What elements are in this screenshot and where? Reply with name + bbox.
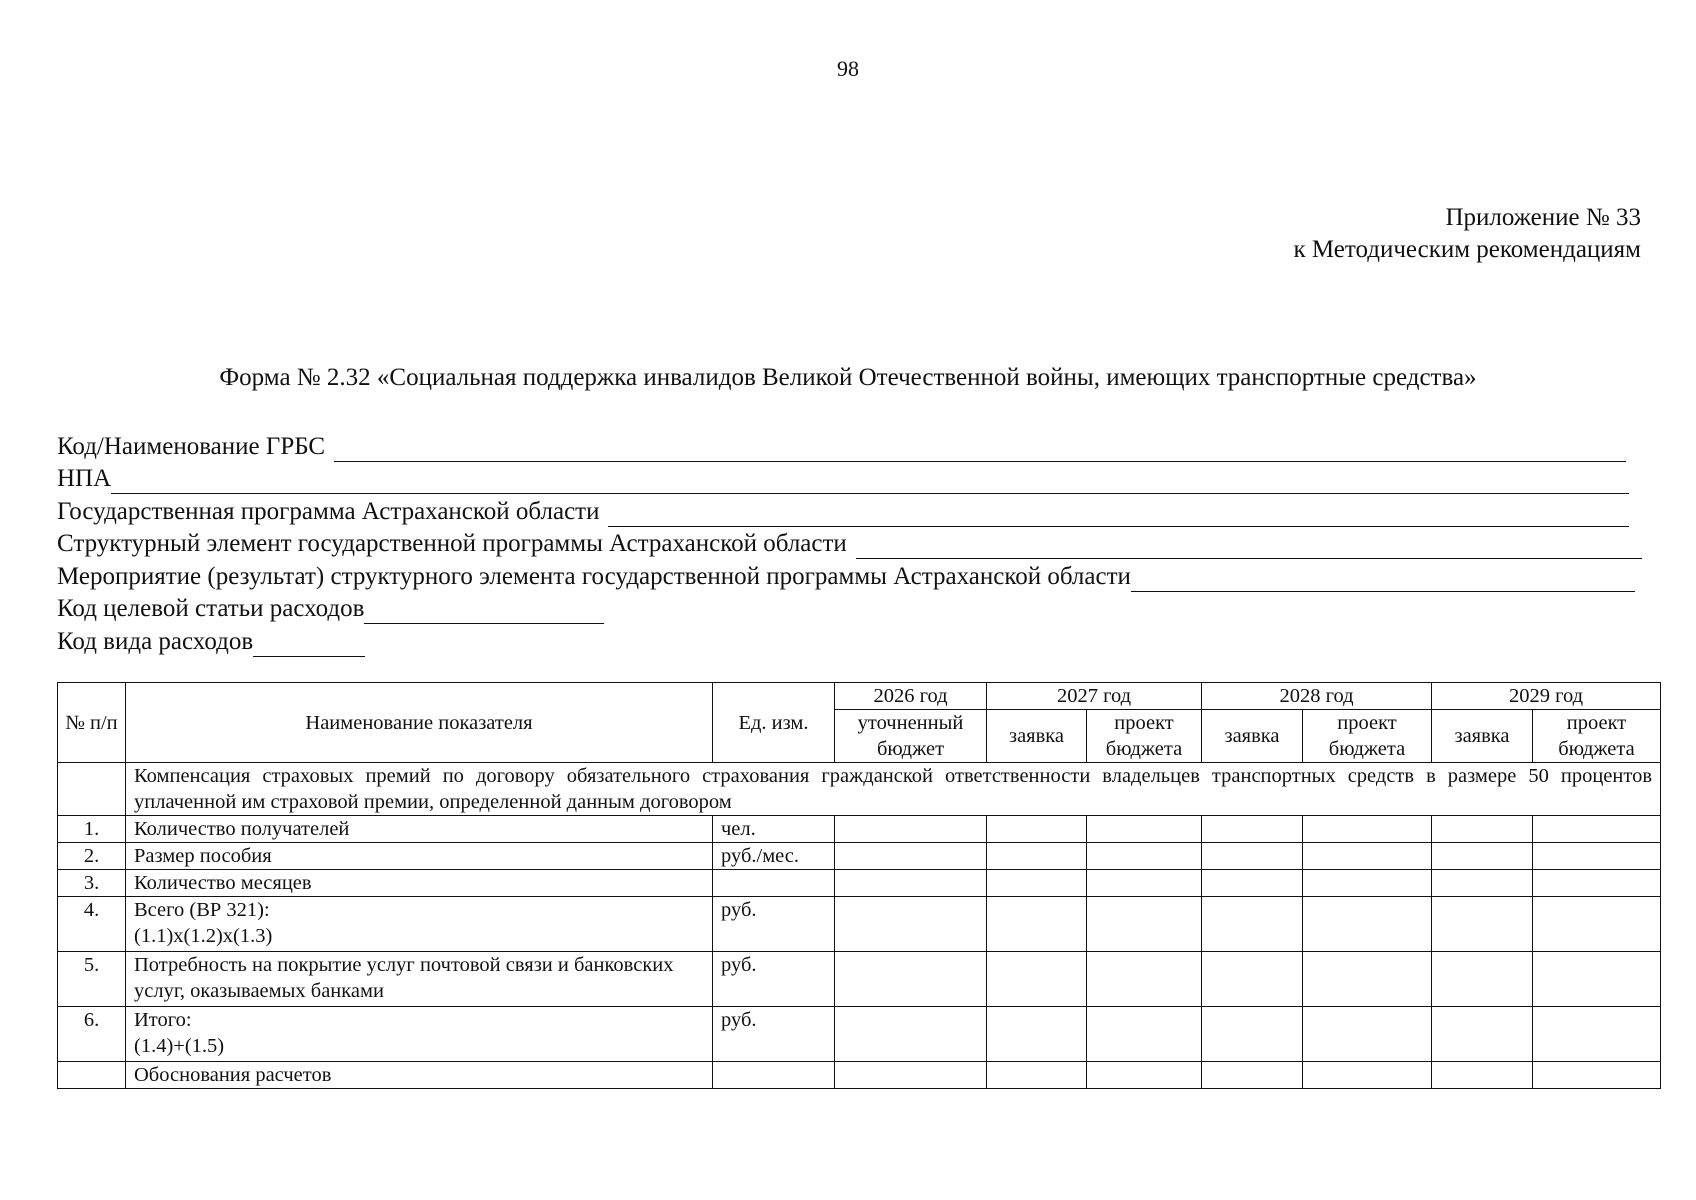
cell-2028-draft[interactable]: [1303, 952, 1432, 1007]
cell-2028-request[interactable]: [1202, 952, 1303, 1007]
header-year-2026: 2026 год: [835, 683, 987, 710]
cell-2028-draft[interactable]: [1303, 897, 1432, 952]
cell-2028-request[interactable]: [1202, 1007, 1303, 1062]
row-formula: (1.1)х(1.2)х(1.3): [134, 925, 273, 947]
row-num: 2.: [58, 843, 126, 870]
cell-2027-request[interactable]: [987, 897, 1087, 952]
field-grbs-label: Код/Наименование ГРБС: [57, 432, 326, 460]
header-2027-draft-budget: проект бюджета: [1087, 710, 1202, 763]
row-name-cell: [126, 897, 713, 952]
table-section-row: [58, 763, 1661, 816]
cell-2029-draft[interactable]: [1533, 843, 1661, 870]
header-2029-request: заявка: [1432, 710, 1533, 763]
cell-2028-request[interactable]: [1202, 816, 1303, 843]
row-formula: (1.4)+(1.5): [134, 1035, 225, 1057]
header-year-2028: 2028 год: [1202, 683, 1432, 710]
field-measure: [57, 559, 1642, 592]
cell-2028-request[interactable]: [1202, 870, 1303, 897]
cell-2027-draft[interactable]: [1087, 952, 1202, 1007]
field-structural-element: [57, 527, 1642, 560]
row-num: 5.: [58, 952, 126, 1007]
cell-2027-request[interactable]: [987, 1007, 1087, 1062]
header-name: Наименование показателя: [126, 683, 713, 763]
field-expense-type-code-blank[interactable]: [253, 630, 365, 657]
header-year-2027: 2027 год: [987, 683, 1202, 710]
cell-2028-draft[interactable]: [1303, 843, 1432, 870]
field-npa-label: НПА: [57, 465, 112, 492]
appendix-reference: к Методическим рекомендациям: [1293, 236, 1641, 263]
appendix-header: [1293, 202, 1641, 266]
row-unit: руб.: [713, 1007, 835, 1062]
row-unit: руб.: [713, 897, 835, 952]
row-name: Всего (ВР 321):: [134, 899, 270, 921]
cell-2029-draft[interactable]: [1533, 1062, 1661, 1089]
row-unit: руб.: [713, 952, 835, 1007]
cell-2028-request[interactable]: [1202, 1062, 1303, 1089]
row-num: 3.: [58, 870, 126, 897]
row-name: Количество месяцев: [126, 870, 713, 897]
table-row: [58, 816, 1661, 843]
cell-2028-draft[interactable]: [1303, 1007, 1432, 1062]
cell-2029-request[interactable]: [1432, 1062, 1533, 1089]
header-2028-draft-budget: проект бюджета: [1303, 710, 1432, 763]
indicators-table: [57, 682, 1661, 1089]
cell-2027-request[interactable]: [987, 1062, 1087, 1089]
header-2027-request: заявка: [987, 710, 1087, 763]
cell-2029-request[interactable]: [1432, 1007, 1533, 1062]
cell-2026-refined[interactable]: [835, 952, 987, 1007]
table-row: [58, 843, 1661, 870]
cell-2026-refined[interactable]: [835, 1062, 987, 1089]
cell-2029-draft[interactable]: [1533, 1007, 1661, 1062]
cell-2028-request[interactable]: [1202, 843, 1303, 870]
cell-2028-draft[interactable]: [1303, 816, 1432, 843]
field-expense-type-code-label: Код вида расходов: [57, 627, 254, 655]
cell-2029-request[interactable]: [1432, 816, 1533, 843]
row-unit: [713, 870, 835, 897]
field-npa-blank[interactable]: [111, 467, 1629, 494]
cell-2027-draft[interactable]: [1087, 1007, 1202, 1062]
cell-2027-draft[interactable]: [1087, 843, 1202, 870]
cell-2026-refined[interactable]: [835, 1007, 987, 1062]
cell-2027-draft[interactable]: [1087, 816, 1202, 843]
field-grbs: [57, 429, 1642, 462]
section-num-cell: [58, 763, 126, 816]
form-fields: [57, 429, 1642, 657]
cell-2029-request[interactable]: [1432, 897, 1533, 952]
table-justification-row: [58, 1062, 1661, 1089]
row-unit: чел.: [713, 816, 835, 843]
table-row: [58, 1007, 1661, 1062]
table-row: [58, 952, 1661, 1007]
field-expense-type-code: [57, 624, 1642, 657]
cell-2027-draft[interactable]: [1087, 870, 1202, 897]
header-unit: Ед. изм.: [713, 683, 835, 763]
table-row: [58, 870, 1661, 897]
table-row: [58, 897, 1661, 952]
field-npa: [57, 462, 1642, 495]
cell-2029-request[interactable]: [1432, 870, 1533, 897]
cell-2027-request[interactable]: [987, 816, 1087, 843]
field-measure-label: Мероприятие (результат) структурного элемента государственной программы Астраханской области: [57, 562, 1131, 590]
cell-2029-draft[interactable]: [1533, 816, 1661, 843]
cell-2026-refined[interactable]: [835, 816, 987, 843]
section-title: Компенсация страховых премий по договору обязательного страхования гражданской ответственности владельцев транспортных средств в размере 50 процентов уплаченной им страховой премии, определенной данным договором: [126, 763, 1661, 816]
field-structural-element-blank[interactable]: [856, 532, 1642, 559]
cell-2029-request[interactable]: [1432, 952, 1533, 1007]
field-program: [57, 494, 1642, 527]
row-name: Потребность на покрытие услуг почтовой связи и банковских услуг, оказываемых банками: [126, 952, 713, 1007]
page-number: 98: [837, 56, 859, 81]
field-measure-blank[interactable]: [1131, 565, 1635, 592]
cell-2026-refined[interactable]: [835, 843, 987, 870]
justification-num-cell: [58, 1062, 126, 1089]
field-grbs-blank[interactable]: [334, 435, 1626, 462]
header-2028-request: заявка: [1202, 710, 1303, 763]
field-program-blank[interactable]: [608, 500, 1629, 527]
field-target-code: [57, 592, 1642, 625]
field-program-label: Государственная программа Астраханской области: [57, 497, 600, 525]
row-num: 4.: [58, 897, 126, 952]
form-title: Форма № 2.32 «Социальная поддержка инвалидов Великой Отечественной войны, имеющих транспортные средства»: [219, 364, 1477, 391]
cell-2028-draft[interactable]: [1303, 1062, 1432, 1089]
row-unit: руб./мес.: [713, 843, 835, 870]
cell-2029-draft[interactable]: [1533, 952, 1661, 1007]
cell-2026-refined[interactable]: [835, 897, 987, 952]
row-num: 6.: [58, 1007, 126, 1062]
justification-unit-cell: [713, 1062, 835, 1089]
cell-2029-draft[interactable]: [1533, 897, 1661, 952]
field-structural-element-label: Структурный элемент государственной программы Астраханской области: [57, 530, 847, 557]
row-num: 1.: [58, 816, 126, 843]
cell-2028-request[interactable]: [1202, 897, 1303, 952]
header-year-2029: 2029 год: [1432, 683, 1661, 710]
field-target-code-label: Код целевой статьи расходов: [57, 595, 365, 622]
header-num: № п/п: [58, 683, 126, 763]
table-header-row-1: [58, 683, 1661, 710]
cell-2027-draft[interactable]: [1087, 1062, 1202, 1089]
header-2029-draft-budget: проект бюджета: [1533, 710, 1661, 763]
cell-2027-request[interactable]: [987, 870, 1087, 897]
appendix-number: Приложение № 33: [1445, 204, 1641, 231]
field-target-code-blank[interactable]: [364, 597, 604, 624]
row-name: Количество получателей: [126, 816, 713, 843]
row-name: Размер пособия: [126, 843, 713, 870]
cell-2026-refined[interactable]: [835, 870, 987, 897]
cell-2029-draft[interactable]: [1533, 870, 1661, 897]
row-name-cell: [126, 1007, 713, 1062]
cell-2027-request[interactable]: [987, 843, 1087, 870]
row-name: Итого:: [134, 1009, 192, 1031]
header-2026-refined-budget: уточненный бюджет: [835, 710, 987, 763]
cell-2028-draft[interactable]: [1303, 870, 1432, 897]
justification-label: Обоснования расчетов: [126, 1062, 713, 1089]
cell-2029-request[interactable]: [1432, 843, 1533, 870]
cell-2027-draft[interactable]: [1087, 897, 1202, 952]
cell-2027-request[interactable]: [987, 952, 1087, 1007]
